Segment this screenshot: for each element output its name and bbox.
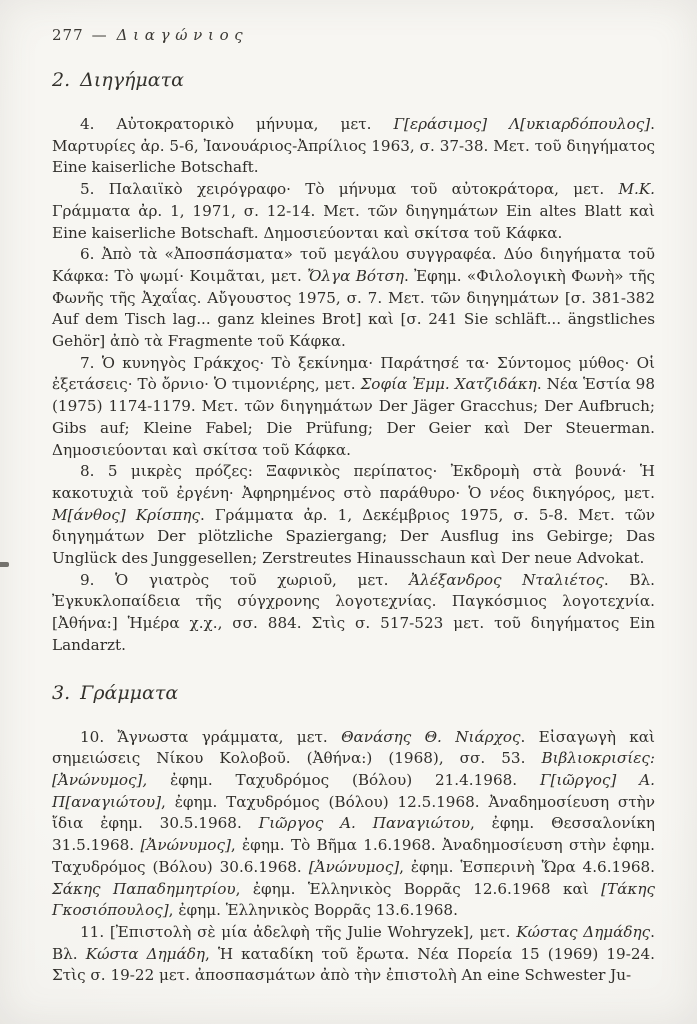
entry-emphasis-text: Σοφία Ἐμμ. Χατζιδάκη [360,375,537,394]
bibliography-entries [52,727,655,987]
bibliography-entry [52,179,655,244]
section-short-stories [52,69,655,657]
entry-emphasis-text: Γιῶργος Α. Παναγιώτου [258,814,470,833]
entry-text: 5. Παλαιϊκὸ χειρόγραφο· Τὸ μήνυμα τοῦ αὐτοκράτορα, μετ. [80,180,619,199]
page-number: 277 [52,26,84,44]
entry-text: 11. [Ἐπιστολὴ σὲ μία ἀδελφὴ τῆς Julie Wohryzek], μετ. [80,922,517,941]
entry-text: ἐφημ. Ταχυδρόμος (Βόλου) 21.4.1968. [147,770,540,789]
entry-text: . Βλ. [52,922,655,963]
section-title: Διηγήματα [80,69,184,91]
entry-text: . Μαρτυρίες ἀρ. 5-6, Ἰανουάριος-Ἀπρίλιος 1963, σ. 37-38. Μετ. τοῦ διηγήματος Eine kaiserliche Botschaft. [52,115,655,177]
entry-emphasis-text: Μ.Κ. [618,180,655,199]
section-heading [52,682,655,704]
entry-text: , ἐφημ. Ἑσπερινὴ Ὥρα 4.6.1968. [399,857,656,876]
entry-text: 8. 5 μικρὲς πρόζες: Ξαφνικὸς περίπατος· Ἐκδρομὴ στὰ βουνά· Ἡ κακοτυχιὰ τοῦ ἐργένη· Ἀφηρημένος στὸ παράθυρο· Ὁ νέος δικηγόρος, μετ. [52,462,655,502]
entry-text: , ἐφημ. Ἑλληνικὸς Βορρᾶς 13.6.1968. [168,901,458,920]
section-number: 3. [52,681,71,704]
entry-emphasis-text: Βιβλιοκρισίες: [Ἀνώνυμος], [52,749,655,789]
bibliography-entry [52,353,655,462]
entry-emphasis-text: Μ[άνθος] Κρίσπης [52,505,201,524]
section-title: Γράμματα [80,681,179,704]
entry-emphasis-text: Ἀλέξανδρος Νταλιέτος [409,570,604,589]
page-content [52,26,655,987]
entry-emphasis-text: [Ἀνώνυμος] [140,836,231,855]
entry-text: . Γράμματα ἀρ. 1, Δεκέμβριος 1975, σ. 5-8. Μετ. τῶν διηγημάτων Der plötzliche Spaziergang; Der Ausflug ins Gebirge; Das Unglück des Junggesellen; Zerstreutes Hinausschaun καὶ Der neue Advokat. [52,505,655,568]
entry-emphasis-text: Ὄλγα Βότση [307,266,404,285]
bibliography-entry [52,244,655,353]
section-letters [52,682,655,987]
entry-emphasis-text: [Ἀνώνυμος] [308,857,400,876]
entry-text: , ἐφημ. Θεσσαλονίκη 31.5.1968. [52,814,655,855]
journal-title: Διαγώνιος [116,26,249,44]
entry-emphasis-text: Κώστα Δημάδη [85,944,206,963]
entry-emphasis-text: [Τάκης Γκοσιόπουλος] [52,879,655,920]
entry-emphasis-text: Σάκης Παπαδημητρίου [52,879,236,898]
entry-text: . Βλ. Ἐγκυκλοπαίδεια τῆς σύγχρονης λογοτεχνίας. Παγκόσμιος λογοτεχνία. [Ἀθήνα:] Ἡμέρα χ.χ., σσ. 884. Στὶς σ. 517-523 μετ. τοῦ διηγήματος Ein Landarzt. [52,570,655,654]
section-number: 2. [52,69,71,91]
entry-text: Γράμματα ἀρ. 1, 1971, σ. 12-14. Μετ. τῶν διηγημάτων Ein altes Blatt καὶ Eine kaiserliche Botschaft. Δημοσιεύονται καὶ σκίτσα τοῦ Κάφκα. [52,201,655,242]
bibliography-entry [52,727,655,922]
scan-artifact-mark [0,562,9,567]
entry-text: . Νέα Ἑστία 98 (1975) 1174-1179. Μετ. τῶν διηγημάτων Der Jäger Gracchus; Der Aufbruch; Gibs auf; Kleine Fabel; Die Prüfung; Der Geier καὶ Der Steuerman. Δημοσιεύονται καὶ σκίτσα τοῦ Κάφκα. [52,375,655,459]
bibliography-entries [52,114,655,657]
entry-text: 7. Ὁ κυνηγὸς Γράκχος· Τὸ ξεκίνημα· Παράτησέ τα· Σύντομος μύθος· Οἱ ἐξετάσεις· Τὸ ὄρνιο· Ὁ τιμονιέρης, μετ. [52,353,655,394]
entry-text: 10. Ἄγνωστα γράμματα, μετ. [80,727,342,746]
section-heading [52,69,655,91]
entry-emphasis-text: Θανάσης Θ. Νιάρχος [341,727,521,746]
entry-text: . Ἐφημ. «Φιλολογικὴ Φωνὴ» τῆς Φωνῆς τῆς Ἀχαΐας. Αὔγουστος 1975, σ. 7. Μετ. τῶν διηγημάτων [σ. 381-382 Auf dem Tisch lag... ganz kleines Brot] καὶ [σ. 241 Sie schläft... ängstliches Gehör] ἀπὸ τὰ Fragmente τοῦ Κάφκα. [52,266,655,351]
bibliography-entry [52,114,655,179]
entry-text: , Ἡ καταδίκη τοῦ ἔρωτα. Νέα Πορεία 15 (1969) 19-24. Στὶς σ. 19-22 μετ. ἀποσπασμάτων ἀπὸ τὴν ἐπιστολὴ An eine Schwester Ju- [52,944,655,985]
bibliography-entry [52,922,655,987]
entry-text: , ἐφημ. Ταχυδρόμος (Βόλου) 12.5.1968. Ἀναδημοσίευση στὴν ἴδια ἐφημ. 30.5.1968. [52,792,655,833]
entry-text: , ἐφημ. Ἑλληνικὸς Βορρᾶς 12.6.1968 καὶ [235,879,602,898]
entry-emphasis-text: Γ[ιῶργος] Α. Π[αναγιώτου] [52,770,655,811]
entry-text: 9. Ὁ γιατρὸς τοῦ χωριοῦ, μετ. [80,570,410,589]
entry-emphasis-text: Γ[εράσιμος] Λ[υκιαρδόπουλος] [393,115,651,133]
entry-text: 4. Αὐτοκρατορικὸ μήνυμα, μετ. [80,115,394,133]
header-separator: — [91,26,107,44]
entry-text: , ἐφημ. Τὸ Βῆμα 1.6.1968. Ἀναδημοσίευση στὴν ἐφημ. Ταχυδρόμος (Βόλου) 30.6.1968. [52,836,655,876]
entry-emphasis-text: Κώστας Δημάδης [516,922,651,941]
entry-text: . Εἰσαγωγὴ καὶ σημειώσεις Νίκου Κολοβοῦ. (Ἀθήνα:) (1968), σσ. 53. [52,727,655,768]
bibliography-entry [52,570,655,657]
entry-text: 6. Ἀπὸ τὰ «Ἀποσπάσματα» τοῦ μεγάλου συγγραφέα. Δύο διηγήματα τοῦ Κάφκα: Τὸ ψωμί· Κοιμᾶται, μετ. [52,245,655,285]
bibliography-entry [52,461,655,570]
running-head [52,26,655,44]
